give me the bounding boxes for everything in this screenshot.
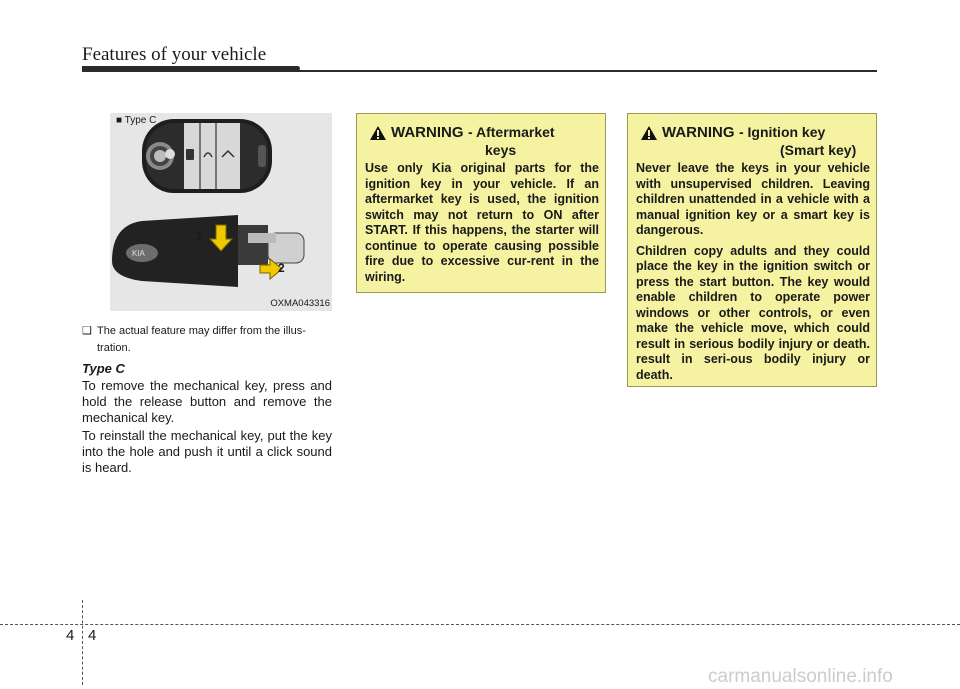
warning-subject: - Ignition key [738,124,826,140]
warning-subject: - Aftermarket [467,124,555,140]
body-paragraph-remove: To remove the mechanical key, press and hold the release button and remove the mechanical key. [82,378,332,425]
figure-type-label: ■ Type C [116,115,157,126]
warning-paragraph: Never leave the keys in your vehicle with unsupervised children. Leaving children unattended in a vehicle with a manual ignition key or a smart key is dangerous. [636,161,870,237]
illustration-note [82,323,332,357]
figure-code: OXMA043316 [270,298,330,309]
callout-2: 2 [278,261,285,275]
footer-rule [0,624,960,625]
header-title: Features of your vehicle [82,44,267,65]
warning-paragraph: Use only Kia original parts for the ignition key in your vehicle. If an aftermarket key is used, the ignition switch may not return to ON after START. If this happens, the starter will continue to operate causing possible fire due to excessive cur-rent in the wiring. [365,161,599,284]
header-rule [82,70,877,72]
watermark: carmanualsonline.info [708,666,893,687]
page-number: 4 [88,627,97,644]
warning-title [365,124,599,158]
warning-box-aftermarket-keys [356,113,606,293]
warning-word: WARNING [391,124,464,141]
warning-box-ignition-key [627,113,877,387]
callout-1: 1 [196,229,203,243]
svg-text:KIA: KIA [132,249,145,258]
smart-key-fob-bottom [112,215,304,287]
warning-triangle-icon [369,125,387,141]
section-heading: Type C [82,361,125,376]
footer-divider [82,600,83,685]
body-paragraph-reinstall: To reinstall the mechanical key, put the key into the hole and push it until a click sound is heard. [82,428,332,475]
smart-key-illustration [110,113,332,311]
note-symbol-icon: ❑ [82,325,92,337]
key-figure [110,113,332,311]
note-text: The actual feature may differ from the illus-tration. [97,325,306,354]
warning-subject-line2: keys [485,142,517,158]
warning-triangle-icon [640,125,658,141]
smart-key-fob-top [142,119,272,193]
warning-subject-line2: (Smart key) [780,142,857,158]
page-section-number: 4 [66,627,75,644]
warning-title [636,124,870,158]
warning-word: WARNING [662,124,735,141]
warning-paragraph: Children copy adults and they could place the key in the ignition switch or press the start button. The key would enable children to operate power windows or other controls, or even make the vehicle move, which could result in serious bodily injury or death. result in seri-ous bodily injury or death. [636,243,870,382]
